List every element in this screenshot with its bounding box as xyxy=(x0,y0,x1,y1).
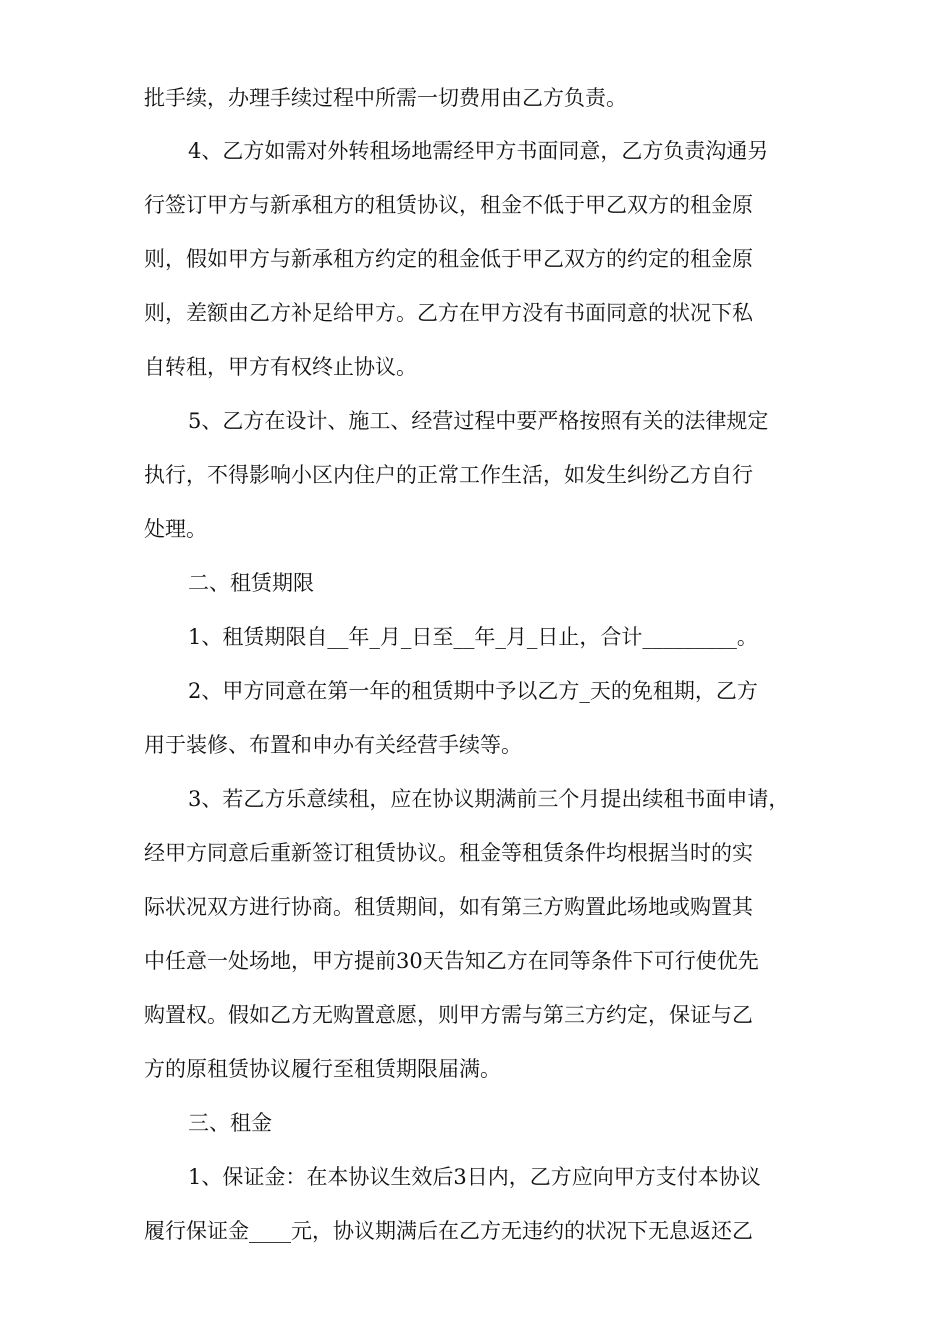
text-line: 3、若乙方乐意续租，应在协议期满前三个月提出续租书面申请， xyxy=(188,787,790,811)
text-line: 履行保证金____元，协议期满后在乙方无违约的状况下无息返还乙 xyxy=(144,1219,753,1243)
text-line: 批手续，办理手续过程中所需一切费用由乙方负责。 xyxy=(144,86,627,110)
text-line: 1、租赁期限自__年_月_日至__年_月_日止，合计_________。 xyxy=(188,625,758,649)
text-line: 中任意一处场地，甲方提前30天告知乙方在同等条件下可行使优先 xyxy=(144,949,759,973)
text-line: 1、保证金：在本协议生效后3日内，乙方应向甲方支付本协议 xyxy=(188,1165,761,1189)
text-line: 方的原租赁协议履行至租赁期限届满。 xyxy=(144,1057,501,1081)
text-line: 4、乙方如需对外转租场地需经甲方书面同意，乙方负责沟通另 xyxy=(188,139,769,163)
text-line: 际状况双方进行协商。租赁期间，如有第三方购置此场地或购置其 xyxy=(144,895,753,919)
text-line: 行签订甲方与新承租方的租赁协议，租金不低于甲乙双方的租金原 xyxy=(144,193,753,217)
section-heading: 二、租赁期限 xyxy=(188,571,314,595)
text-line: 2、甲方同意在第一年的租赁期中予以乙方_天的免租期，乙方 xyxy=(188,679,758,703)
section-heading: 三、租金 xyxy=(188,1111,272,1135)
text-line: 执行，不得影响小区内住户的正常工作生活，如发生纠纷乙方自行 xyxy=(144,463,753,487)
text-line: 用于装修、布置和申办有关经营手续等。 xyxy=(144,733,522,757)
text-line: 则，差额由乙方补足给甲方。乙方在甲方没有书面同意的状况下私 xyxy=(144,301,753,325)
text-line: 5、乙方在设计、施工、经营过程中要严格按照有关的法律规定 xyxy=(188,409,769,433)
text-line: 经甲方同意后重新签订租赁协议。租金等租赁条件均根据当时的实 xyxy=(144,841,753,865)
text-line: 则，假如甲方与新承租方约定的租金低于甲乙双方的约定的租金原 xyxy=(144,247,753,271)
text-line: 处理。 xyxy=(144,517,207,541)
text-line: 自转租，甲方有权终止协议。 xyxy=(144,355,417,379)
text-line: 购置权。假如乙方无购置意愿，则甲方需与第三方约定，保证与乙 xyxy=(144,1003,753,1027)
